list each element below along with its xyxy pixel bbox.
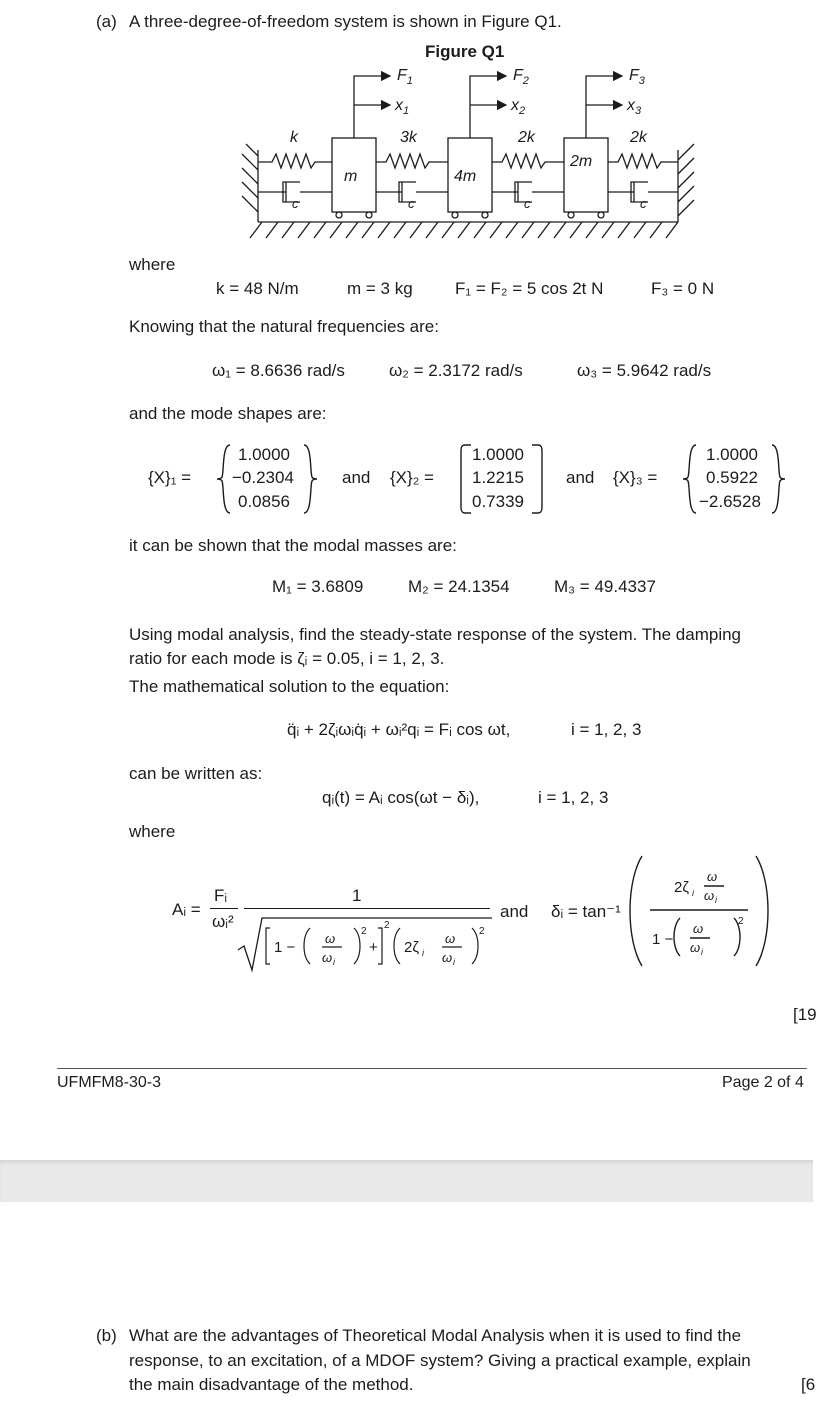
part-a-marks: [19: [793, 1005, 817, 1024]
svg-text:+: +: [369, 939, 378, 956]
mode-3-brace-right: [770, 443, 786, 515]
task-line-3: The mathematical solution to the equation:: [129, 677, 450, 696]
and-2: and: [566, 468, 595, 487]
figure-q1-diagram: [0, 55, 813, 265]
damper-label-2: c: [408, 196, 415, 211]
part-b-label: (b): [96, 1326, 117, 1345]
svg-text:ω: ω: [322, 950, 333, 965]
force-arrow-1: [354, 76, 390, 138]
phase-fraction: [628, 852, 772, 972]
svg-text:i: i: [333, 957, 335, 967]
equation: q̈ᵢ + 2ζᵢωᵢq̇ᵢ + ωᵢ²qᵢ = Fᵢ cos ωt,: [287, 720, 511, 739]
svg-text:ω: ω: [445, 931, 456, 946]
amp-main-bar: [244, 908, 490, 909]
disp-label-2: $x_2$: [511, 97, 526, 117]
part-b-line-1: What are the advantages of Theoretical Modal Analysis when it is used to find the: [129, 1326, 742, 1345]
part-a-intro: A three-degree-of-freedom system is shown in Figure Q1.: [129, 12, 562, 31]
modal-mass-3: M₃ = 49.4337: [554, 577, 656, 596]
equation-range: i = 1, 2, 3: [571, 720, 642, 739]
mode-2-value-1: 1.0000: [472, 445, 524, 464]
omega-2: ω₂ = 2.3172 rad/s: [389, 361, 523, 380]
footer-page: Page 2 of 4: [722, 1074, 804, 1091]
spring-1: [258, 154, 332, 168]
mode-3-label: {X}₃ =: [613, 468, 658, 487]
page-gap: [0, 1160, 813, 1202]
right-wall-hatch: [678, 144, 694, 216]
omega-1: ω₁ = 8.6636 rad/s: [212, 361, 345, 380]
svg-text:i: i: [422, 948, 424, 958]
where-label-2: where: [129, 822, 176, 841]
mode-3-value-3: −2.6528: [699, 492, 761, 511]
part-a-label: (a): [96, 12, 117, 31]
and-1: and: [342, 468, 371, 487]
written-as: can be written as:: [129, 764, 263, 783]
part-b-line-2: response, to an excitation, of a MDOF system? Giving a practical example, explain: [129, 1351, 751, 1370]
damper-label-1: c: [292, 196, 299, 211]
spring-label-4: 2k: [630, 129, 647, 146]
force-label-1: $F_1$: [397, 67, 413, 87]
page-3: [0, 1202, 816, 1408]
spring-3: [492, 154, 564, 168]
mass-label-1: m: [344, 168, 358, 185]
force-arrow-2: [470, 76, 506, 138]
force-label-2: $F_2$: [513, 67, 529, 87]
svg-text:i: i: [701, 947, 703, 957]
force-arrow-3: [586, 76, 622, 138]
amp-frac-den: ωᵢ²: [212, 912, 234, 931]
mode-1-brace-right: [302, 443, 318, 515]
param-f12: F₁ = F₂ = 5 cos 2t N: [455, 279, 604, 298]
svg-text:ω: ω: [704, 888, 715, 903]
mode-2-value-2: 1.2215: [472, 468, 524, 487]
disp-label-3: $x_3$: [627, 97, 642, 117]
svg-text:ω: ω: [690, 940, 701, 955]
mass-3-block: [564, 138, 608, 212]
amp-frac-bar: [210, 908, 238, 909]
svg-text:i: i: [692, 888, 694, 898]
footer-divider: [57, 1068, 807, 1069]
amp-sqrt-denominator: [236, 914, 496, 972]
amp-frac-num: Fᵢ: [214, 886, 228, 905]
mode-3-value-2: 0.5922: [706, 468, 758, 487]
svg-text:i: i: [453, 957, 455, 967]
mode-1-label: {X}₁ =: [148, 468, 192, 487]
part-b-marks: [6: [801, 1375, 816, 1394]
svg-text:2: 2: [384, 920, 390, 931]
figure-title: Figure Q1: [425, 42, 505, 61]
phase-lhs: δᵢ = tan⁻¹: [551, 902, 621, 921]
disp-label-1: $x_1$: [395, 97, 410, 117]
modal-mass-1: M₁ = 3.6809: [272, 577, 364, 596]
phase-and: and: [500, 902, 529, 921]
spring-label-2: 3k: [400, 129, 417, 146]
damper-label-4: c: [640, 196, 647, 211]
left-wall-hatch: [242, 144, 258, 212]
mode-2-label: {X}₂ =: [390, 468, 434, 487]
knowing-text: Knowing that the natural frequencies are:: [129, 317, 439, 336]
spring-4: [608, 154, 678, 168]
damper-label-3: c: [524, 196, 531, 211]
svg-text:1 −: 1 −: [274, 939, 296, 956]
mode-1-value-1: 1.0000: [238, 445, 290, 464]
mode-2-value-3: 0.7339: [472, 492, 524, 511]
mass-label-2: 4m: [454, 168, 477, 185]
solution: qᵢ(t) = Aᵢ cos(ωt − δᵢ),: [322, 788, 480, 807]
omega-3: ω₃ = 5.9642 rad/s: [577, 361, 712, 380]
mode-3-value-1: 1.0000: [706, 445, 758, 464]
part-b-line-3: the main disadvantage of the method.: [129, 1375, 414, 1394]
svg-text:ω: ω: [693, 921, 704, 936]
mode-3-brace-left: [682, 443, 698, 515]
mode-intro: and the mode shapes are:: [129, 404, 327, 423]
wheels: [336, 212, 604, 218]
mode-2-brace-right: [530, 443, 544, 515]
mode-1-value-3: 0.0856: [238, 492, 290, 511]
svg-text:ω: ω: [707, 869, 718, 884]
svg-text:ω: ω: [442, 950, 453, 965]
svg-text:2: 2: [479, 926, 485, 937]
svg-text:2: 2: [361, 926, 367, 937]
solution-range: i = 1, 2, 3: [538, 788, 609, 807]
param-k: k = 48 N/m: [216, 279, 299, 298]
spring-label-1: k: [290, 129, 298, 146]
svg-text:ω: ω: [325, 931, 336, 946]
force-label-3: $F_3$: [629, 67, 645, 87]
where-label-1: where: [129, 255, 176, 274]
modal-mass-2: M₂ = 24.1354: [408, 577, 510, 596]
mass-label-3: 2m: [570, 153, 593, 170]
spring-2: [376, 154, 448, 168]
task-line-2: ratio for each mode is ζᵢ = 0.05, i = 1, 2, 3.: [129, 649, 445, 668]
amp-lhs: Aᵢ =: [172, 900, 201, 919]
svg-text:2: 2: [738, 916, 744, 927]
mode-1-brace-left: [216, 443, 232, 515]
task-line-1: Using modal analysis, find the steady-state response of the system. The damping: [129, 625, 742, 644]
svg-text:2ζ: 2ζ: [674, 879, 689, 896]
param-f3: F₃ = 0 N: [651, 279, 715, 298]
footer-code: UFMFM8-30-3: [57, 1074, 162, 1091]
spring-label-3: 2k: [518, 129, 535, 146]
mode-1-value-2: −0.2304: [232, 468, 294, 487]
svg-text:i: i: [715, 895, 717, 905]
param-m: m = 3 kg: [347, 279, 413, 298]
svg-text:2ζ: 2ζ: [404, 939, 419, 956]
mode-2-brace-left: [459, 443, 473, 515]
amp-one: 1: [352, 886, 362, 905]
floor-hatch: [250, 222, 678, 238]
modal-intro: it can be shown that the modal masses are:: [129, 536, 457, 555]
svg-text:1 −: 1 −: [652, 931, 674, 948]
